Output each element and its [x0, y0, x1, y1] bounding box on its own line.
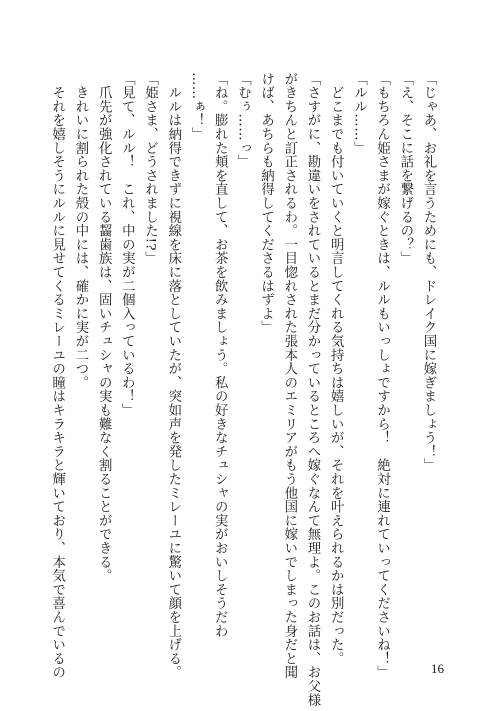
text-line: 「もちろん姫さまが嫁ぐときは、ルルもいっしょですから！ 絶対に連れていってくださいね！」 [374, 72, 390, 680]
text-line: 爪先が強化されている齧歯族は、固いチュシャの実も難なく割ることができる。 [96, 72, 112, 583]
text-line: 「ね。膨れた頬を直して、お茶を飲みましょう。私の好きなチュシャの実がおいしそうだわ [212, 72, 228, 638]
text-line: がきちんと訂正されるわ。一目惚れされた張本人のエミリアがもう他国に嫁いでしまった身だと聞 [281, 72, 297, 680]
text-line: 「むぅ……っ」 [235, 72, 251, 169]
text-line: 「ルル……」 [351, 72, 367, 155]
text-line: 「さすがに、勘違いをされているとまだ分かっているところへ嫁ぐなんて無理よ。このお話は、お父様 [304, 72, 320, 707]
text-line: ルルは納得できずに視線を床に落としていたが、突如声を発したミレーユに驚いて顔を上げる。 [165, 72, 181, 680]
text-line: どこまでも付いていくと明言してくれる気持ちは嬉しいが、それを叶えられるかは別だった。 [328, 72, 344, 666]
text-line: それを嬉しそうにルルに見せてくるミレーユの瞳はキラキラと輝いており、本気で喜んでいるの [49, 72, 65, 680]
text-line: けば、あちらも納得してくださるはずよ」 [258, 72, 274, 335]
text-line: 「見て、ルル！ これ、中の実が二個入っているわ！」 [119, 72, 135, 417]
page-number: 16 [431, 661, 444, 676]
text-line: 「じゃあ、お礼を言うためにも、ドレイク国に嫁ぎましょう！」 [421, 72, 436, 473]
text-line: 「姫さま、どうされました!?」 [142, 72, 158, 265]
text-line: ……ぁ！」 [188, 72, 204, 141]
text-line: 「え、そこに話を繋げるの？」 [397, 72, 413, 266]
text-line: きれいに割られた殻の中には、確かに実が二つ。 [72, 72, 88, 390]
